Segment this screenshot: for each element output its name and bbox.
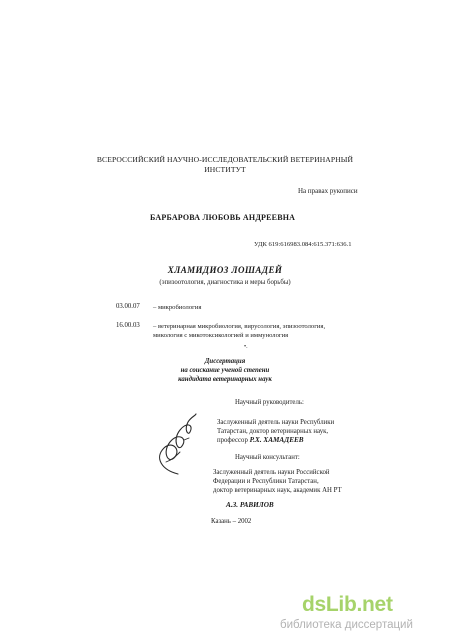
- specialty-name-2-line2: микология с микотоксикологией и иммунология: [153, 332, 289, 339]
- consultant-heading: Научный консультант:: [235, 454, 300, 461]
- author-name: БАРБАРОВА ЛЮБОВЬ АНДРЕЕВНА: [150, 213, 296, 222]
- thesis-title: ХЛАМИДИОЗ ЛОШАДЕЙ: [167, 265, 283, 275]
- specialty-name-1: – микробиология: [153, 304, 202, 311]
- consultant-name: А.З. РАВИЛОВ: [226, 501, 274, 509]
- supervisor-title-line2: Татарстан, доктор ветеринарных наук,: [217, 428, 329, 435]
- supervisor-name: Р.Х. ХАМАДЕЕВ: [249, 436, 304, 444]
- consultant-title-line2: Федерации и Республики Татарстан,: [213, 478, 319, 485]
- degree-line: на соискание ученой степени: [180, 367, 270, 374]
- specialty-code-2: 16.00.03: [116, 322, 140, 329]
- thesis-subtitle: (эпизоотология, диагностика и меры борьбы): [159, 279, 291, 286]
- specialty-name-2-line1: – ветеринарная микробиология, вирусология, эпизоотология,: [153, 323, 326, 330]
- specialty-code-1: 03.00.07: [116, 303, 140, 310]
- place-and-year: Казань – 2002: [211, 518, 252, 525]
- degree-title: кандидата ветеринарных наук: [178, 376, 272, 383]
- udc-code: УДК 619:616983.084:615.371:636.1: [254, 241, 352, 248]
- supervisor-rank: профессор: [217, 437, 248, 444]
- stray-mark: •.: [244, 344, 248, 350]
- consultant-title-line3: доктор ветеринарных наук, академик АН РТ: [213, 487, 342, 494]
- institute-name-line2: ИНСТИТУТ: [204, 165, 246, 174]
- supervisor-title-line1: Заслуженный деятель науки Республики: [217, 419, 335, 426]
- supervisor-title-line3: [217, 436, 304, 446]
- supervisor-heading: Научный руководитель:: [235, 399, 304, 406]
- consultant-title-line1: Заслуженный деятель науки Российской: [213, 469, 330, 476]
- handwritten-signature: [148, 410, 200, 478]
- watermark-tagline: библиотека диссертаций: [280, 619, 413, 631]
- dissertation-label: Диссертация: [204, 358, 246, 365]
- watermark-brand: dsLib.net: [302, 593, 393, 616]
- manuscript-rights-note: На правах рукописи: [298, 187, 358, 195]
- institute-name-line1: ВСЕРОССИЙСКИЙ НАУЧНО-ИССЛЕДОВАТЕЛЬСКИЙ ВЕТЕРИНАРНЫЙ: [96, 155, 354, 164]
